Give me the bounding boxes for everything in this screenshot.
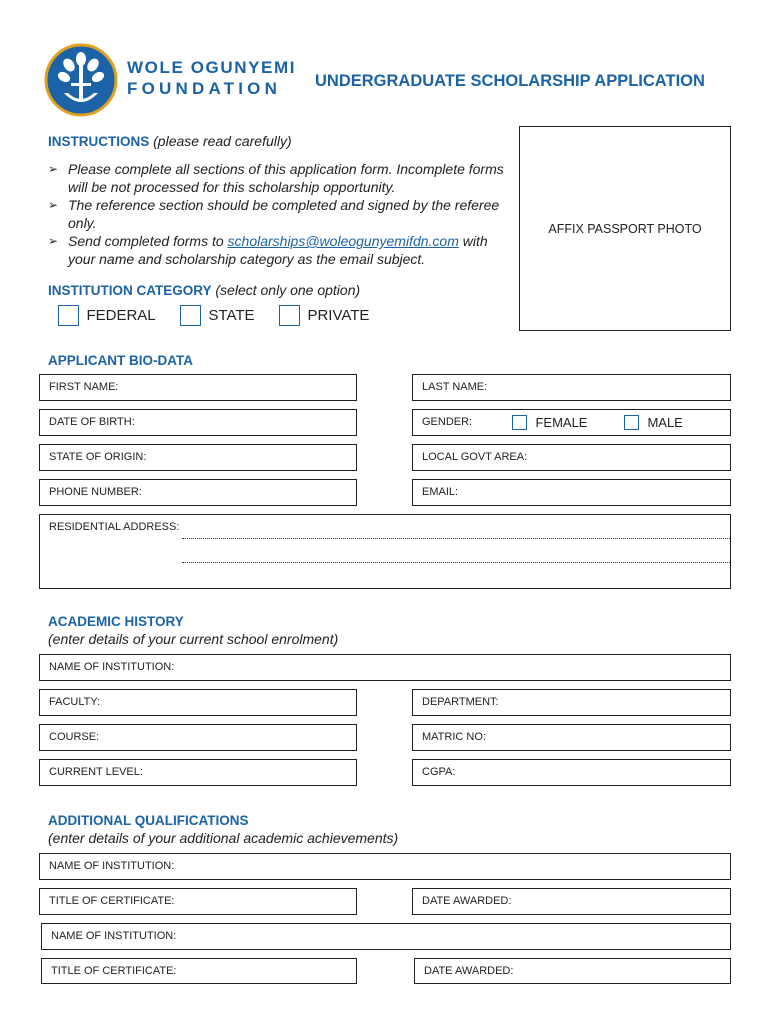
instruction-text-prefix: Send completed forms to: [68, 233, 224, 249]
email-link[interactable]: scholarships@woleogunyemifdn.com: [227, 233, 459, 249]
academic-title: ACADEMIC HISTORY: [48, 614, 184, 629]
matric-field[interactable]: [412, 724, 731, 751]
state-checkbox[interactable]: [180, 305, 201, 326]
arrow-bullet-icon: ➢: [48, 234, 59, 248]
cgpa-field[interactable]: [412, 759, 731, 786]
cgpa-label: CGPA:: [422, 766, 456, 778]
additional-institution-label: NAME OF INSTITUTION:: [49, 860, 175, 872]
residential-address-field[interactable]: [39, 514, 731, 589]
category-option-state[interactable]: [180, 305, 255, 326]
category-option-private[interactable]: [279, 305, 369, 326]
male-label: MALE: [647, 415, 683, 431]
instruction-item: [48, 232, 513, 268]
instruction-text: Please complete all sections of this application form. Incomplete forms will be not processed for this scholarship opportunity.: [68, 161, 504, 195]
current-level-field[interactable]: [39, 759, 357, 786]
certificate-title-field-2[interactable]: [41, 958, 357, 984]
state-of-origin-field[interactable]: [39, 444, 357, 471]
federal-label: FEDERAL: [86, 307, 156, 324]
institution-category-title: INSTITUTION CATEGORY: [48, 283, 212, 298]
page-title: UNDERGRADUATE SCHOLARSHIP APPLICATION: [315, 72, 705, 90]
state-label: STATE: [208, 307, 255, 324]
course-label: COURSE:: [49, 731, 100, 743]
female-label: FEMALE: [535, 415, 588, 431]
arrow-bullet-icon: ➢: [48, 198, 59, 212]
gender-field: [412, 409, 731, 436]
lga-field[interactable]: [412, 444, 731, 471]
private-checkbox[interactable]: [279, 305, 300, 326]
date-awarded-label: DATE AWARDED:: [422, 895, 512, 907]
gender-label: GENDER:: [422, 416, 473, 428]
arrow-bullet-icon: ➢: [48, 162, 59, 176]
instructions-list: [48, 160, 513, 268]
date-awarded-field[interactable]: [412, 888, 731, 915]
foundation-logo: [44, 41, 118, 119]
email-field[interactable]: [412, 479, 731, 506]
additional-note: (enter details of your additional academic achievements): [48, 830, 399, 846]
certificate-title-field[interactable]: [39, 888, 357, 915]
address-line-2: [182, 562, 730, 563]
instruction-item: [48, 160, 513, 196]
phone-field[interactable]: [39, 479, 357, 506]
academic-institution-field[interactable]: [39, 654, 731, 681]
residential-address-label: RESIDENTIAL ADDRESS:: [49, 521, 180, 533]
federal-checkbox[interactable]: [58, 305, 79, 326]
certificate-title-label-2: TITLE OF CERTIFICATE:: [51, 965, 177, 977]
gender-female-option[interactable]: [512, 414, 587, 432]
state-of-origin-label: STATE OF ORIGIN:: [49, 451, 147, 463]
current-level-label: CURRENT LEVEL:: [49, 766, 143, 778]
female-checkbox[interactable]: [512, 415, 527, 430]
passport-photo-label: AFFIX PASSPORT PHOTO: [548, 222, 702, 236]
additional-title: ADDITIONAL QUALIFICATIONS: [48, 813, 249, 828]
instructions-title: INSTRUCTIONS: [48, 134, 150, 149]
faculty-field[interactable]: [39, 689, 357, 716]
certificate-title-label: TITLE OF CERTIFICATE:: [49, 895, 175, 907]
date-awarded-label-2: DATE AWARDED:: [424, 965, 514, 977]
passport-photo-box[interactable]: [519, 126, 731, 331]
additional-institution-field-2[interactable]: [41, 923, 731, 950]
institution-category-note: (select only one option): [215, 282, 361, 298]
department-label: DEPARTMENT:: [422, 696, 499, 708]
department-field[interactable]: [412, 689, 731, 716]
instruction-text-suffix: with your name and scholarship category as the email subject.: [68, 233, 488, 267]
instructions-heading: [48, 133, 292, 149]
instruction-text: The reference section should be completed and signed by the referee only.: [68, 197, 500, 231]
academic-note: (enter details of your current school enrolment): [48, 631, 339, 647]
dob-label: DATE OF BIRTH:: [49, 416, 135, 428]
dob-field[interactable]: [39, 409, 357, 436]
additional-institution-label-2: NAME OF INSTITUTION:: [51, 930, 177, 942]
address-line-1: [182, 538, 730, 539]
date-awarded-field-2[interactable]: [414, 958, 731, 984]
last-name-label: LAST NAME:: [422, 381, 488, 393]
matric-label: MATRIC NO:: [422, 731, 486, 743]
email-label: EMAIL:: [422, 486, 459, 498]
biodata-title: APPLICANT BIO-DATA: [48, 353, 193, 368]
lga-label: LOCAL GOVT AREA:: [422, 451, 528, 463]
male-checkbox[interactable]: [624, 415, 639, 430]
tree-anchor-icon: [44, 41, 118, 119]
instruction-item: [48, 196, 513, 232]
first-name-label: FIRST NAME:: [49, 381, 119, 393]
org-name-line2: FOUNDATION: [127, 79, 282, 98]
first-name-field[interactable]: [39, 374, 357, 401]
faculty-label: FACULTY:: [49, 696, 101, 708]
gender-male-option[interactable]: [624, 414, 683, 432]
last-name-field[interactable]: [412, 374, 731, 401]
course-field[interactable]: [39, 724, 357, 751]
instructions-note: (please read carefully): [153, 133, 292, 149]
phone-label: PHONE NUMBER:: [49, 486, 142, 498]
category-option-federal[interactable]: [58, 305, 156, 326]
private-label: PRIVATE: [307, 307, 370, 324]
additional-institution-field[interactable]: [39, 853, 731, 880]
org-name-line1: WOLE OGUNYEMI: [127, 58, 297, 77]
academic-institution-label: NAME OF INSTITUTION:: [49, 661, 175, 673]
institution-category-heading: [48, 282, 360, 298]
